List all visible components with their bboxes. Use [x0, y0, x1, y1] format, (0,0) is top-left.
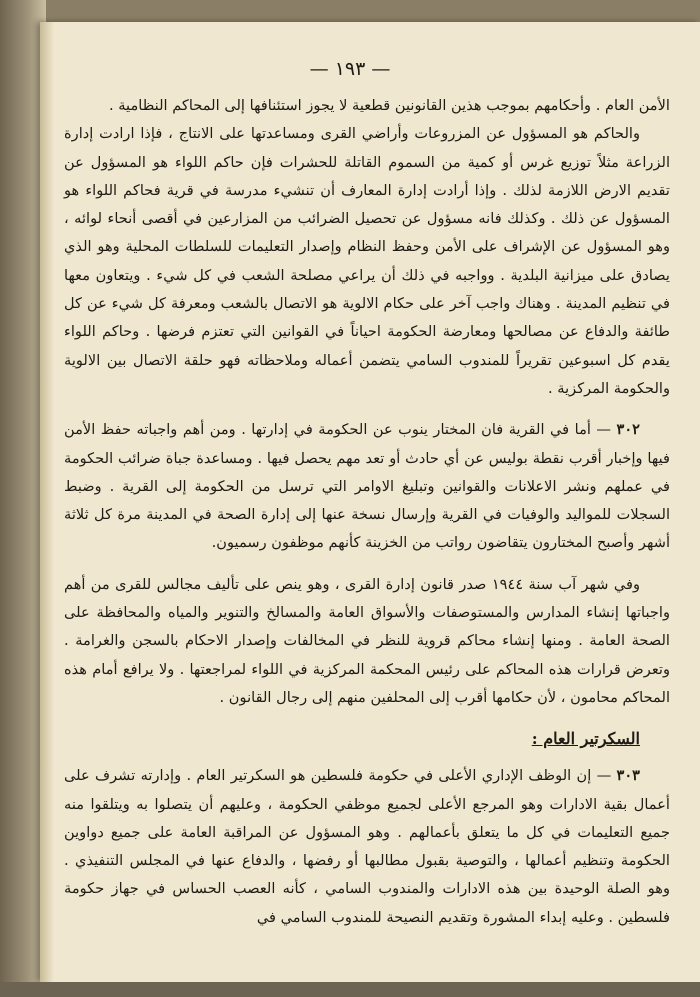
scan-background-strip — [0, 982, 700, 997]
paragraph-number: ٣٠٢ — [616, 421, 640, 439]
paragraph-village-law: وفي شهر آب سنة ١٩٤٤ صدر قانون إدارة القرى ، وهو ينص على تأليف مجالس للقرى من أهم واجباتها إنشاء المدارس والمستوصفات والأسواق العامة والمسالخ والتنوير والمياه والمحافظة على الصحة العامة . ومنها إنشاء محاكم قروية للنظر في المخالفات وإصدار الاحكام بالسجن والغرامة . وتعرض قرارات هذه المحاكم على رئيس المحكمة المركزية في اللواء لمراجعتها . ولا يرافع أمام هذه المحاكم محامون ، لأن حكامها أقرب إلى المحلفين منهم إلى رجال القانون . — [64, 575, 670, 706]
paragraph-text: — إن الوظف الإداري الأعلى في حكومة فلسطين هو السكرتير العام . وإدارته تشرف على أعمال بقية الادارات وهو المرجع الأعلى لجميع موظفي الحكومة ، وعليهم أن يتصلوا به ويتلقوا منه جميع التعليمات في كل ما يتعلق بأعمالهم . وهو المسؤول عن المراقبة العامة على جميع دواوين الحكومة وتنظيم أعمالها ، والتوصية بقبول مطالبها أو رفضها ، والدفاع عنها في المجلس التنفيذي . وهو الصلة الوحيدة بين هذه الادارات والمندوب السامي ، كأنه العصب الحساس في جهاز حكومة فلسطين . وعليه إبداء المشورة وتقديم النصيحة للمندوب السامي في — [64, 767, 670, 926]
page-number: — ١٩٣ — — [309, 58, 391, 80]
paragraph-text: — أما في القرية فان المختار ينوب عن الحكومة في إدارتها . ومن أهم واجباته حفظ الأمن فيها وإخبار أقرب نقطة بوليس عن أي حادث أو تعد مهم يحصل فيها . ومساعدة جباة ضرائب الحكومة في عملهم ونشر الاعلانات والقوانين وتبليغ الاوامر التي ترسل من الحكومة إلى القرية . وضبط السجلات للمواليد والوفيات في القرية وإرسال نسخة عنها إلى إدارة الصحة في المدينة مرة كل ثلاثة أشهر وأصبح المختارون يتقاضون رواتب من الخزينة كأنهم موظفون رسميون. — [64, 421, 670, 552]
paragraph-continued: الأمن العام . وأحكامهم بموجب هذين القانونين قطعية لا يجوز استئنافها إلى المحاكم النظامية . — [108, 97, 670, 114]
paragraph-303 — [64, 762, 670, 932]
page-gutter-shadow — [40, 22, 54, 982]
paragraph-number: ٣٠٣ — [616, 767, 640, 785]
paragraph-302 — [64, 416, 670, 557]
section-heading-chief-secretary: السكرتير العام : — [531, 729, 640, 749]
page-body — [64, 92, 670, 932]
paragraph-governor-duties: والحاكم هو المسؤول عن المزروعات وأراضي القرى ومساعدتها على الانتاج ، فإذا ارادت إدارة الزراعة مثلاً توزيع غرس أو كمية من السموم القاتلة للحشرات فإن حاكم اللواء هو المسؤول عن تقديم الارض اللازمة لذلك . وإذا أرادت إدارة المعارف أن تنشيء مدرسة في قرية فحاكم اللواء هو المسؤول عن ذلك . وكذلك فانه مسؤول عن تحصيل الضرائب من المزارعين في أقصى أنحاء لوائه ، وهو المسؤول عن الإشراف على الأمن وحفظ النظام وإصدار التعليمات للسلطات المحلية وهو الذي يصادق على ميزانية البلدية . وواجبه في ذلك أن يراعي مصلحة الشعب في كل شيء . ويتعاون معها في تنظيم المدينة . وهناك واجب آخر على حكام الالوية هو الاتصال بالشعب ومعرفة كل شيء عن كل طائفة والدفاع عن مصالحها ومعارضة الحكومة احياناً في القوانين التي تعتزم فرضها . وحاكم اللواء يقدم كل اسبوعين تقريراً للمندوب السامي يتضمن أعماله وملاحظاته فهو حلقة الاتصال بين الالوية والحكومة المركزية . — [64, 125, 670, 397]
